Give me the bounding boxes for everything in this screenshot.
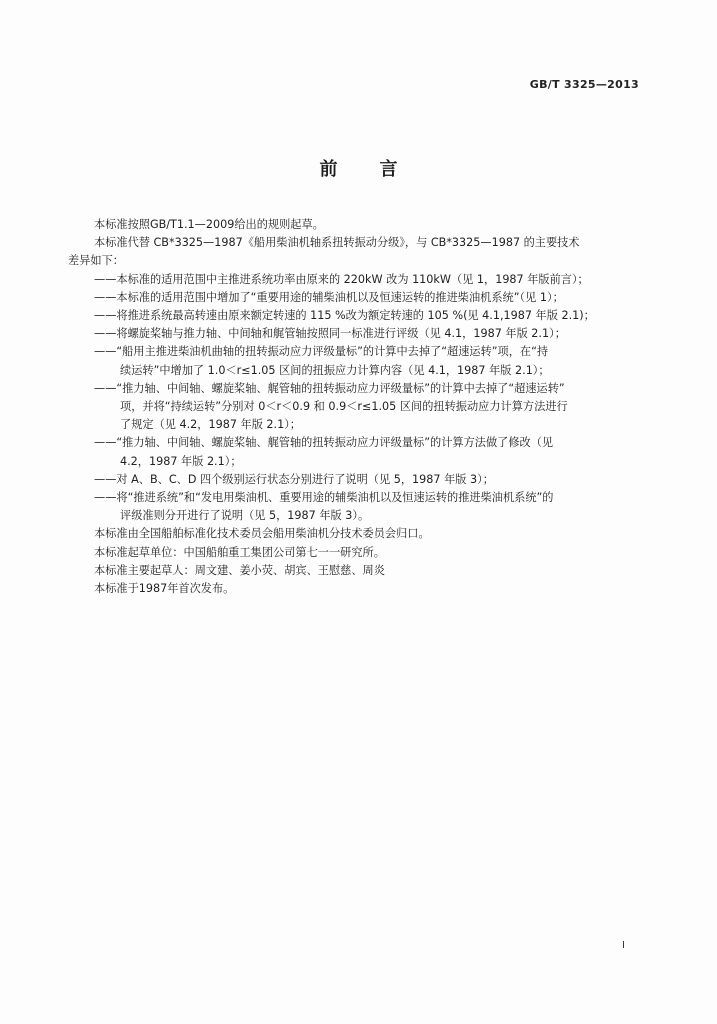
change-item: ——“推力轴、中间轴、螺旋桨轴、艉管轴的扭转振动应力评级量标”的计算中去掉了“超速运转” xyxy=(94,381,565,395)
paragraph-drafters: 本标准主要起草人：周文建、姜小荧、胡宾、王慰慈、周炎 xyxy=(94,563,385,577)
paragraph-first-release: 本标准于1987年首次发布。 xyxy=(94,582,235,596)
page-number: I xyxy=(622,940,625,951)
page-title: 前言 xyxy=(319,159,440,180)
paragraph-drafting-rules: 本标准按照GB/T1.1—2009给出的规则起草。 xyxy=(94,218,324,231)
body-text xyxy=(68,216,644,598)
standard-number: GB/T 3325—2013 xyxy=(529,78,639,91)
change-item-cont: 4.2，1987 年版 2.1）； xyxy=(120,454,242,468)
change-item: ——将“推进系统”和“发电用柴油机、重要用途的辅柴油机以及恒速运转的推进柴油机系统”的 xyxy=(94,491,554,505)
change-item: ——本标准的适用范围中增加了“重要用途的辅柴油机以及恒速运转的推进柴油机系统”（见 1）； xyxy=(94,290,564,304)
paragraph-replacement: 本标准代替 CB*3325—1987《船用柴油机轴系扭转振动分级》，与 CB*3325—1987 的主要技术 xyxy=(94,236,580,250)
change-item-cont: 项，并将“持续运转”分别对 0＜r＜0.9 和 0.9＜r≤1.05 区间的扭转振动应力计算方法进行 xyxy=(120,400,568,414)
paragraph-drafting-unit: 本标准起草单位：中国船舶重工集团公司第七一一研究所。 xyxy=(94,545,385,559)
change-item: ——对 A、B、C、D 四个级别运行状态分别进行了说明（见 5，1987 年版 3）； xyxy=(94,472,494,486)
change-item: ——本标准的适用范围中主推进系统功率由原来的 220kW 改为 110kW（见 1，1987 年版前言）； xyxy=(94,272,589,286)
change-item-cont: 评级准则分开进行了说明（见 5，1987 年版 3）。 xyxy=(120,509,370,523)
paragraph-responsible-committee: 本标准由全国船舶标准化技术委员会船用柴油机分技术委员会归口。 xyxy=(94,527,430,541)
change-item-cont: 了规定（见 4.2，1987 年版 2.1）； xyxy=(120,418,301,432)
change-item: ——将螺旋桨轴与推力轴、中间轴和艉管轴按照同一标准进行评级（见 4.1，1987 年版 2.1）； xyxy=(94,327,566,341)
paragraph-replacement-cont: 差异如下： xyxy=(68,254,124,268)
change-item-cont: 续运转”中增加了 1.0＜r≤1.05 区间的扭振应力计算内容（见 4.1，1987 年版 2.1）； xyxy=(120,363,550,377)
change-item: ——将推进系统最高转速由原来额定转速的 115 %改为额定转速的 105 %(见 4.1,1987 年版 2.1)； xyxy=(94,309,595,323)
change-item: ——“推力轴、中间轴、螺旋桨轴、艉管轴的扭转振动应力评级量标”的计算方法做了修改（见 xyxy=(94,436,554,450)
change-item: ——“船用主推进柴油机曲轴的扭转振动应力评级量标”的计算中去掉了“超速运转”项，在“持 xyxy=(94,345,549,359)
